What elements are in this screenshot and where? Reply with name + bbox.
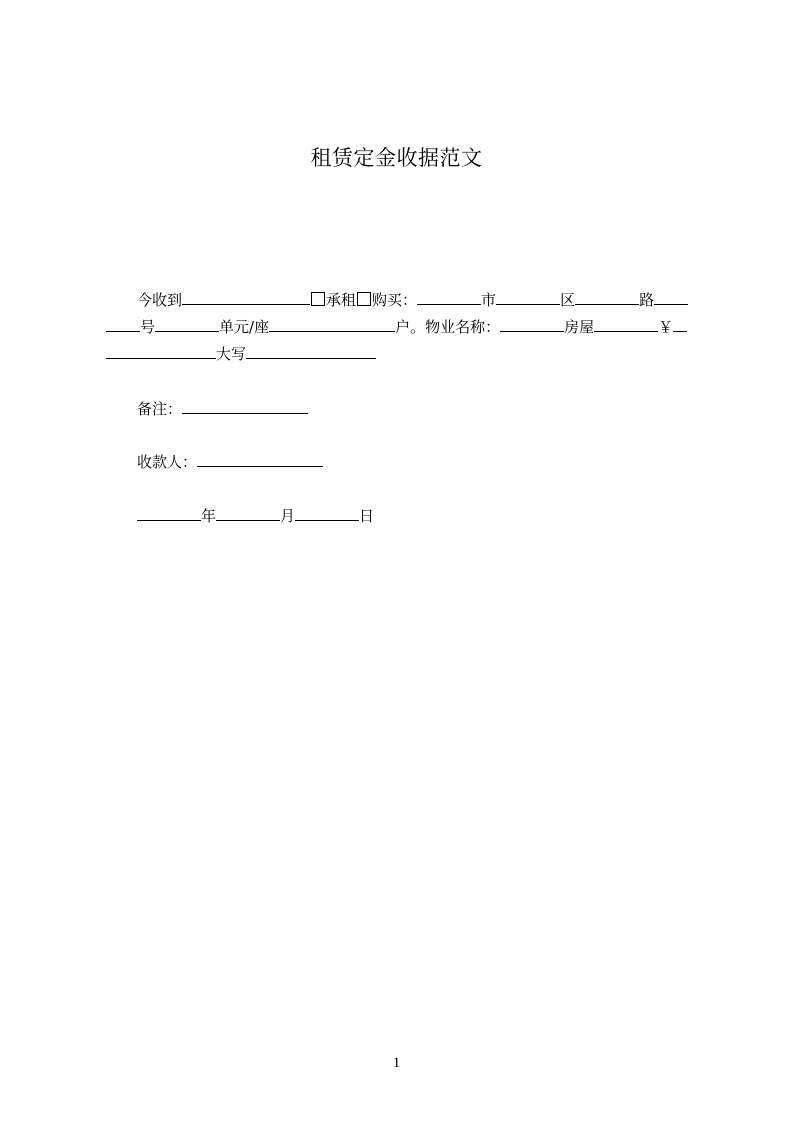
city-blank[interactable]	[417, 289, 481, 305]
remarks-line	[137, 398, 308, 420]
page-title: 租赁定金收据范文	[310, 146, 483, 170]
unit-label: 单元/座	[219, 318, 270, 336]
currency-symbol: ￥	[658, 318, 674, 336]
uppercase-label: 大写	[216, 345, 247, 363]
lease-checkbox[interactable]	[311, 292, 325, 306]
payee-line	[137, 451, 323, 473]
receipt-line-2	[106, 316, 687, 338]
property-name-blank[interactable]	[500, 316, 564, 332]
month-blank[interactable]	[216, 505, 280, 521]
household-blank[interactable]	[269, 316, 395, 332]
road-number-blank-end[interactable]	[106, 316, 140, 332]
house-label: 房屋	[564, 318, 595, 336]
unit-blank[interactable]	[155, 316, 219, 332]
receipt-line-3	[106, 343, 376, 365]
city-label: 市	[481, 291, 497, 309]
remarks-label: 备注：	[137, 400, 183, 418]
day-blank[interactable]	[295, 505, 359, 521]
road-blank[interactable]	[575, 289, 639, 305]
payer-blank[interactable]	[182, 289, 310, 305]
date-line	[137, 505, 374, 527]
remarks-blank[interactable]	[182, 398, 308, 414]
road-label: 路	[639, 291, 655, 309]
month-label: 月	[280, 507, 296, 525]
uppercase-amount-blank[interactable]	[246, 343, 376, 359]
district-blank[interactable]	[496, 289, 560, 305]
road-number-blank-start[interactable]	[654, 289, 688, 305]
year-label: 年	[201, 507, 217, 525]
district-label: 区	[560, 291, 576, 309]
payee-blank[interactable]	[197, 451, 323, 467]
payee-label: 收款人：	[137, 453, 198, 471]
amount-blank-end[interactable]	[106, 343, 216, 359]
household-label: 户。物业名称：	[395, 318, 501, 336]
lease-label: 承租	[326, 291, 357, 309]
house-blank[interactable]	[594, 316, 658, 332]
year-blank[interactable]	[137, 505, 201, 521]
purchase-checkbox[interactable]	[357, 292, 371, 306]
received-label: 今收到	[137, 291, 183, 309]
receipt-line-1	[137, 289, 688, 311]
purchase-label: 购买：	[372, 291, 418, 309]
amount-blank-start[interactable]	[673, 316, 687, 332]
number-label: 号	[140, 318, 156, 336]
page-number: 1	[392, 1055, 401, 1071]
day-label: 日	[359, 507, 375, 525]
